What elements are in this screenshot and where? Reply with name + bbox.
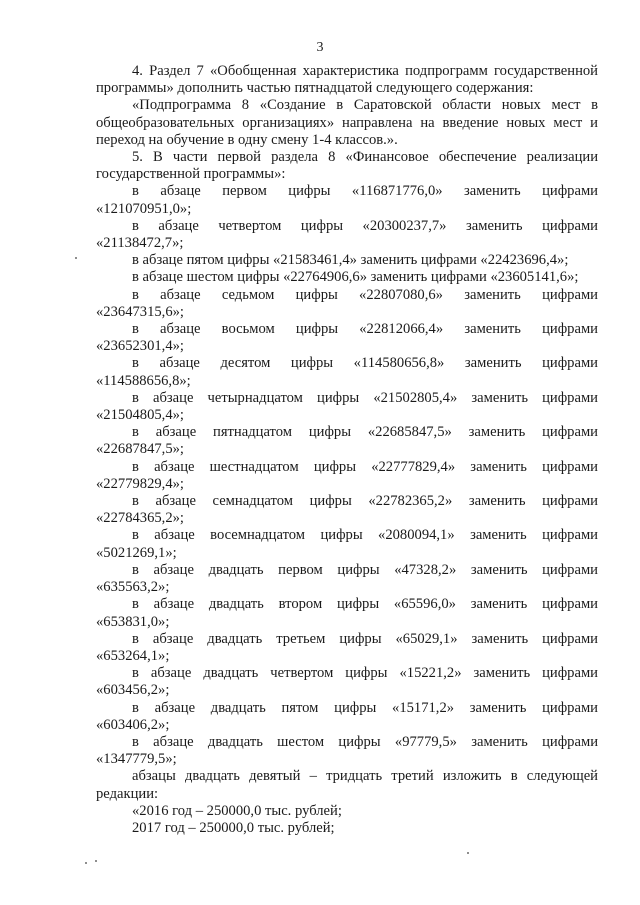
paragraph: «22687847,5»; — [96, 441, 184, 458]
paragraph: в абзаце седьмом цифры «22807080,6» заменить цифрами — [132, 286, 598, 303]
paragraph: в абзаце двадцать шестом цифры «97779,5» заменить цифрами — [132, 733, 598, 750]
paragraph: «21138472,7»; — [96, 235, 184, 252]
paragraph: «21504805,4»; — [96, 407, 184, 424]
paragraph: в абзаце пятнадцатом цифры «22685847,5» заменить цифрами — [132, 424, 598, 441]
paragraph: в абзаце шестнадцатом цифры «22777829,4» заменить цифрами — [132, 458, 598, 475]
paragraph: в абзаце первом цифры «116871776,0» заменить цифрами — [132, 183, 598, 200]
page-number: 3 — [316, 40, 324, 55]
paragraph: в абзаце двадцать третьем цифры «65029,1» заменить цифрами — [132, 630, 598, 647]
paragraph: в абзаце двадцать четвертом цифры «15221,2» заменить цифрами — [132, 665, 598, 682]
scan-speck — [75, 257, 77, 259]
paragraph: в абзаце восьмом цифры «22812066,4» заменить цифрами — [132, 321, 598, 338]
paragraph: «653831,0»; — [96, 613, 170, 630]
paragraph: в абзаце четвертом цифры «20300237,7» заменить цифрами — [132, 217, 598, 234]
paragraph: в абзаце двадцать втором цифры «65596,0» заменить цифрами — [132, 596, 598, 613]
paragraph: «653264,1»; — [96, 647, 170, 664]
paragraph: «22779829,4»; — [96, 475, 184, 492]
paragraph: «23647315,6»; — [96, 303, 184, 320]
paragraph: абзацы двадцать девятый – тридцать третий изложить в следующей редакции: — [96, 768, 598, 802]
scan-speck — [467, 852, 469, 854]
paragraph: «635563,2»; — [96, 579, 170, 596]
paragraph: в абзаце пятом цифры «21583461,4» заменить цифрами «22423696,4»; — [132, 252, 569, 269]
paragraph: «22784365,2»; — [96, 510, 184, 527]
paragraph: 4. Раздел 7 «Обобщенная характеристика подпрограмм государственной программы» дополнить частью пятнадцатой следующего содержания: — [96, 63, 598, 97]
paragraph: «2016 год – 250000,0 тыс. рублей; — [132, 802, 342, 819]
paragraph: в абзаце восемнадцатом цифры «2080094,1» заменить цифрами — [132, 527, 598, 544]
paragraph: в абзаце двадцать пятом цифры «15171,2» заменить цифрами — [132, 699, 598, 716]
paragraph: 2017 год – 250000,0 тыс. рублей; — [132, 819, 335, 836]
paragraph: «23652301,4»; — [96, 338, 184, 355]
scan-speck — [85, 862, 87, 864]
paragraph: «114588656,8»; — [96, 372, 191, 389]
paragraph: в абзаце двадцать первом цифры «47328,2» заменить цифрами — [132, 561, 598, 578]
paragraph: в абзаце семнадцатом цифры «22782365,2» заменить цифрами — [132, 493, 598, 510]
paragraph: «603456,2»; — [96, 682, 170, 699]
paragraph: в абзаце шестом цифры «22764906,6» заменить цифрами «23605141,6»; — [132, 269, 579, 286]
paragraph: «Подпрограмма 8 «Создание в Саратовской области новых мест в общеобразовательных организациях» направлена на введение новых мест и переход на обучение в одну смену 1-4 классов.». — [96, 97, 598, 148]
paragraph: в абзаце десятом цифры «114580656,8» заменить цифрами — [132, 355, 598, 372]
paragraph: 5. В части первой раздела 8 «Финансовое обеспечение реализации государственной программы»: — [96, 149, 598, 183]
paragraph: «121070951,0»; — [96, 200, 192, 217]
document-body — [96, 63, 598, 837]
paragraph: «1347779,5»; — [96, 751, 177, 768]
paragraph: в абзаце четырнадцатом цифры «21502805,4» заменить цифрами — [132, 389, 598, 406]
scan-speck — [95, 860, 97, 862]
paragraph: «5021269,1»; — [96, 544, 177, 561]
paragraph: «603406,2»; — [96, 716, 170, 733]
